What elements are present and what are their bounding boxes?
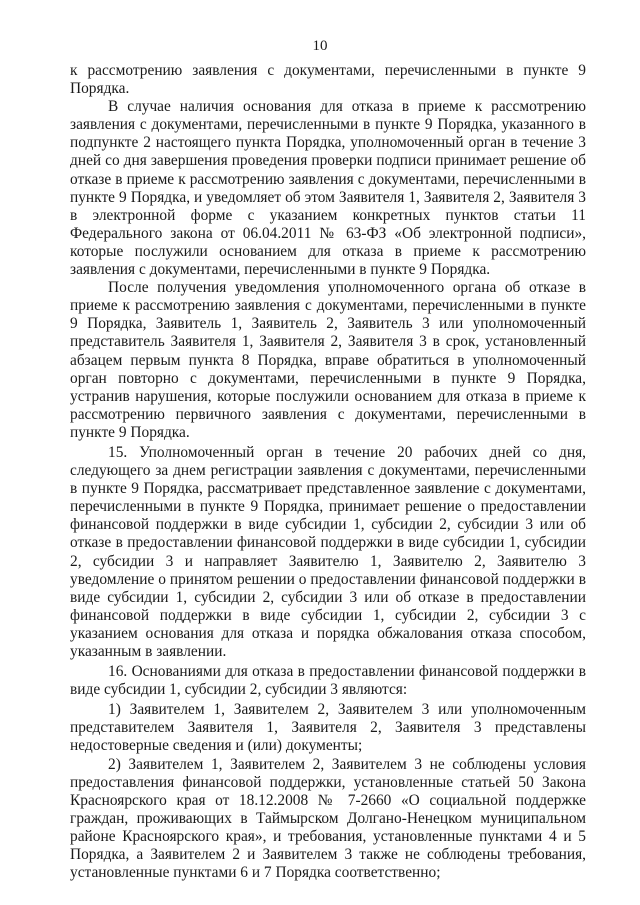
paragraph-continuation: к рассмотрению заявления с документами, перечисленными в пункте 9 Порядка.	[70, 62, 586, 98]
paragraph-repeat-application: После получения уведомления уполномоченного органа об отказе в приеме к рассмотрению заявления с документами, перечисленными в пункте 9 Порядка, Заявитель 1, Заявитель 2, Заявитель 3 или уполномоченный представитель Заявителя 1, Заявителя 2, Заявителя 3 в срок, установленный абзацем первым пункта 8 Порядка, вправе обратиться в уполномоченный орган повторно с документами, перечисленными в пункте 9 Порядка, устранив нарушения, которые послужили основанием для отказа в приеме к рассмотрению первичного заявления с документами, перечисленными в пункте 9 Порядка.	[70, 279, 586, 441]
page-number: 10	[312, 38, 328, 54]
paragraph-item-16: 16. Основаниями для отказа в предоставлении финансовой поддержки в виде субсидии 1, субсидии 2, субсидии 3 являются:	[70, 663, 586, 699]
paragraph-item-15: 15. Уполномоченный орган в течение 20 рабочих дней со дня, следующего за днем регистрации заявления с документами, перечисленными в пункте 9 Порядка, рассматривает представленное заявление с документами, перечисленными в пункте 9 Порядка, принимает решение о предоставлении финансовой поддержки в виде субсидии 1, субсидии 2, субсидии 3 или об отказе в предоставлении финансовой поддержки в виде субсидии 1, субсидии 2, субсидии 3 и направляет Заявителю 1, Заявителю 2, Заявителю 3 уведомление о принятом решении о предоставлении финансовой поддержки в виде субсидии 1, субсидии 2, субсидии 3 или об отказе в предоставлении финансовой поддержки в виде субсидии 1, субсидии 2, субсидии 3 с указанием основания для отказа и порядка обжалования отказа способом, указанным в заявлении.	[70, 443, 586, 660]
document-body	[70, 62, 586, 882]
paragraph-subitem-1: 1) Заявителем 1, Заявителем 2, Заявителем 3 или уполномоченным представителем Заявителя 1, Заявителя 2, Заявителя 3 представлены недостоверные сведения и (или) документы;	[70, 701, 586, 755]
paragraph-subitem-2: 2) Заявителем 1, Заявителем 2, Заявителем 3 не соблюдены условия предоставления финансовой поддержки, установленные статьей 50 Закона Красноярского края от 18.12.2008 № 7-2660 «О социальной поддержке граждан, проживающих в Таймырском Долгано-Ненецком муниципальном районе Красноярского края», и требования, установленные пунктами 4 и 5 Порядка, а Заявителем 2 и Заявителем 3 также не соблюдены требования, установленные пунктами 6 и 7 Порядка соответственно;	[70, 755, 586, 882]
paragraph-refusal-grounds: В случае наличия основания для отказа в приеме к рассмотрению заявления с документами, перечисленными в пункте 9 Порядка, указанного в подпункте 2 настоящего пункта Порядка, уполномоченный орган в течение 3 дней со дня завершения проведения проверки подписи принимает решение об отказе в приеме к рассмотрению заявления с документами, перечисленными в пункте 9 Порядка, и уведомляет об этом Заявителя 1, Заявителя 2, Заявителя 3 в электронной форме с указанием конкретных пунктов статьи 11 Федерального закона от 06.04.2011 № 63-ФЗ «Об электронной подписи», которые послужили основанием для отказа в приеме к рассмотрению заявления с документами, перечисленными в пункте 9 Порядка.	[70, 98, 586, 279]
